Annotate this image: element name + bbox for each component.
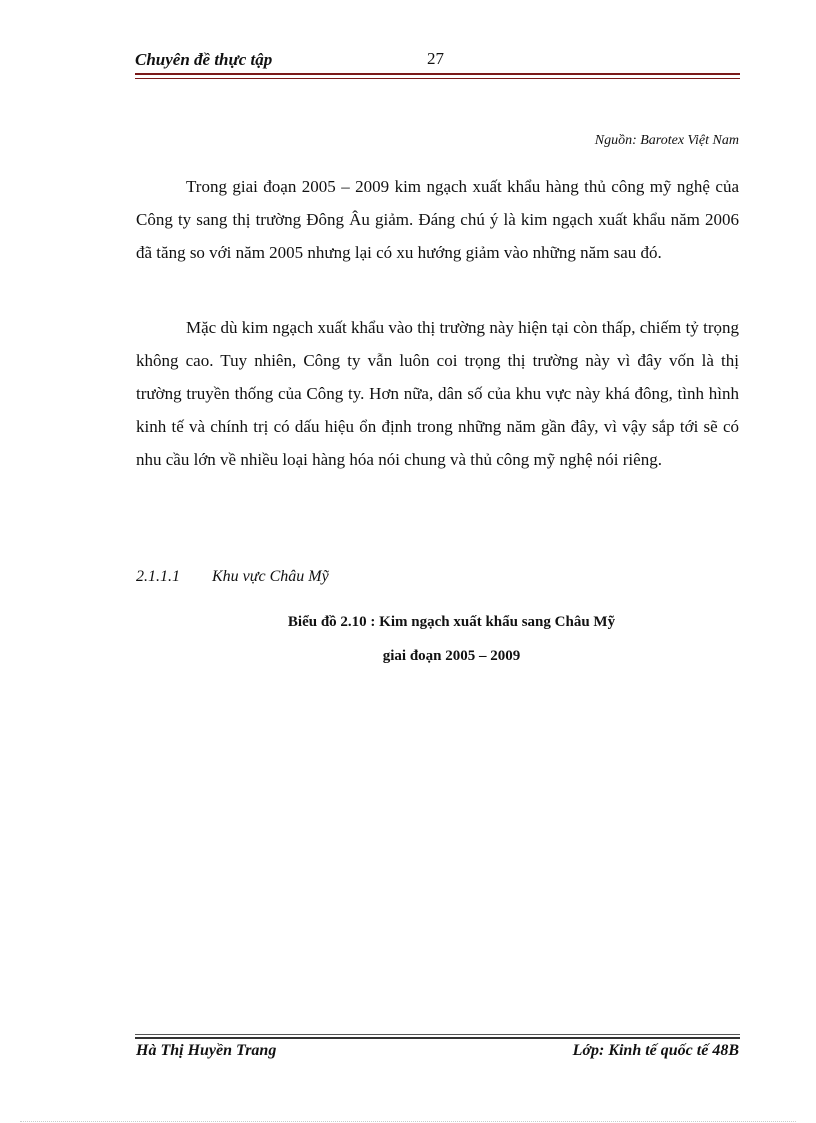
figure-caption-line2: giai đoạn 2005 – 2009 [382,648,521,664]
footer-rule [135,1034,740,1039]
header-rule [135,73,740,79]
paragraph-2: Mặc dù kim ngạch xuất khẩu vào thị trường này hiện tại còn thấp, chiếm tỷ trọng không cao. Tuy nhiên, Công ty vẫn luôn coi trọng thị trường này vì đây vốn là thị trường truyền thống của Công ty. Hơn nữa, dân số của khu vực này khá đông, tình hình kinh tế và chính trị có dấu hiệu ổn định trong những năm gần đây, vì vậy sắp tới sẽ có nhu cầu lớn về nhiều loại hàng hóa nói chung và thủ công mỹ nghệ nói riêng. [136,318,739,469]
document-title: Chuyên đề thực tập [135,50,273,69]
section-title: Khu vực Châu Mỹ [212,568,329,585]
source-note: Nguồn: Barotex Việt Nam [594,133,739,148]
page-header [135,48,740,72]
section-number: 2.1.1.1 [136,568,180,585]
page-number: 27 [427,49,444,68]
figure-caption-line1: Biểu đồ 2.10 : Kim ngạch xuất khẩu sang Châu Mỹ [287,614,616,630]
section-heading [136,568,329,586]
paragraph-1: Trong giai đoạn 2005 – 2009 kim ngạch xuất khẩu hàng thủ công mỹ nghệ của Công ty sang thị trường Đông Âu giảm. Đáng chú ý là kim ngạch xuất khẩu năm 2006 đã tăng so với năm 2005 nhưng lại có xu hướng giảm vào những năm sau đó. [136,177,739,262]
footer-class: Lớp: Kinh tế quốc tế 48B [572,1042,739,1059]
footer-author: Hà Thị Huyền Trang [136,1042,277,1059]
page-edge-divider [20,1121,796,1122]
